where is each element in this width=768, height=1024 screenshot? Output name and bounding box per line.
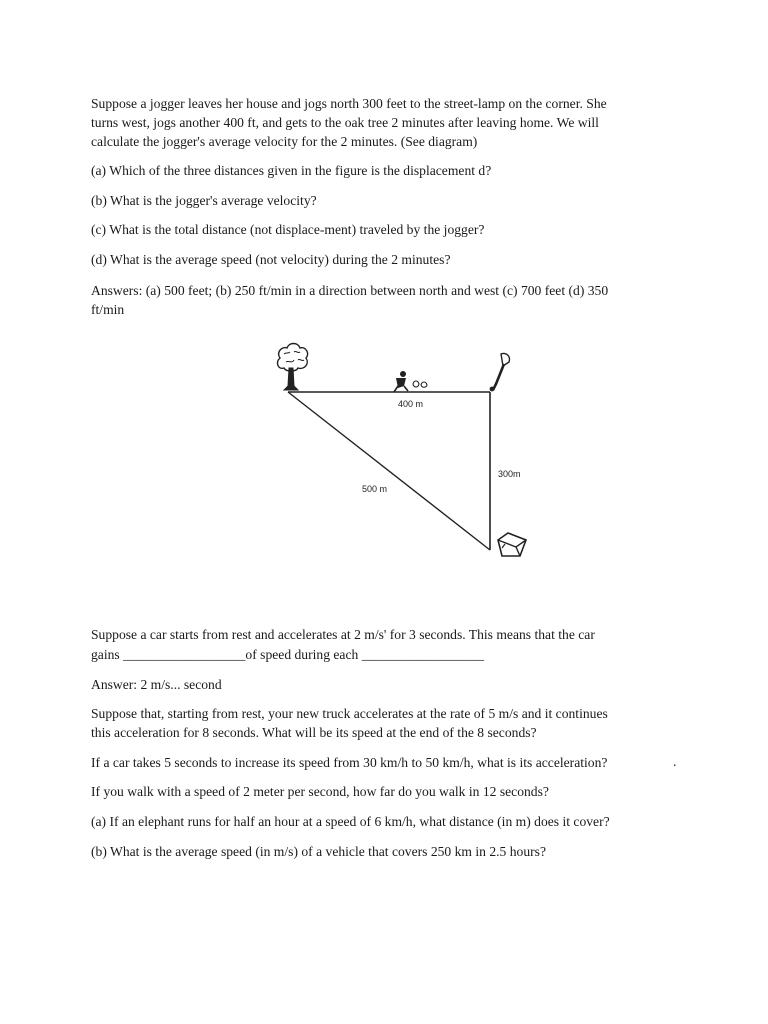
jogger-question-a: (a) Which of the three distances given in the figure is the displacement d? [91,163,492,178]
jogger-icon [394,371,427,392]
jogger-question-b: (b) What is the jogger's average velocity? [91,193,317,208]
jogger-intro-line-1: Suppose a jogger leaves her house and jogs north 300 feet to the street-lamp on the corner. She [91,96,607,111]
jogger-answers-line-2: ft/min [91,302,125,317]
label-400m: 400 m [398,399,424,409]
car-line-2: gains __________________of speed during each __________________ [91,647,485,662]
jogger-diagram [270,340,540,570]
question-acceleration: If a car takes 5 seconds to increase its speed from 30 km/h to 50 km/h, what is its acceleration? [91,755,608,770]
path-displacement [288,392,490,550]
house-icon [498,533,526,556]
jogger-intro-line-3: calculate the jogger's average velocity for the 2 minutes. (See diagram) [91,134,478,149]
jogger-intro-line-2: turns west, jogs another 400 ft, and gets to the oak tree 2 minutes after leaving home. We will [91,115,599,130]
label-500m: 500 m [362,484,388,494]
label-300m: 300m [498,469,521,479]
stray-dot: . [673,754,677,769]
truck-line-1: Suppose that, starting from rest, your new truck accelerates at the rate of 5 m/s and it continues [91,706,608,721]
jogger-answers-line-1: Answers: (a) 500 feet; (b) 250 ft/min in a direction between north and west (c) 700 feet (d) 350 [91,283,609,298]
jogger-question-c: (c) What is the total distance (not displace-ment) traveled by the jogger? [91,222,485,237]
question-walk: If you walk with a speed of 2 meter per second, how far do you walk in 12 seconds? [91,784,549,799]
jogger-question-d: (d) What is the average speed (not velocity) during the 2 minutes? [91,252,451,267]
car-line-1: Suppose a car starts from rest and accelerates at 2 m/s' for 3 seconds. This means that the car [91,627,595,642]
street-lamp-icon [490,353,510,391]
oak-tree-icon [277,344,307,391]
car-answer: Answer: 2 m/s... second [91,677,222,692]
question-elephant: (a) If an elephant runs for half an hour at a speed of 6 km/h, what distance (in m) does it cover? [91,814,610,829]
truck-line-2: this acceleration for 8 seconds. What will be its speed at the end of the 8 seconds? [91,725,537,740]
question-vehicle: (b) What is the average speed (in m/s) of a vehicle that covers 250 km in 2.5 hours? [91,844,546,859]
